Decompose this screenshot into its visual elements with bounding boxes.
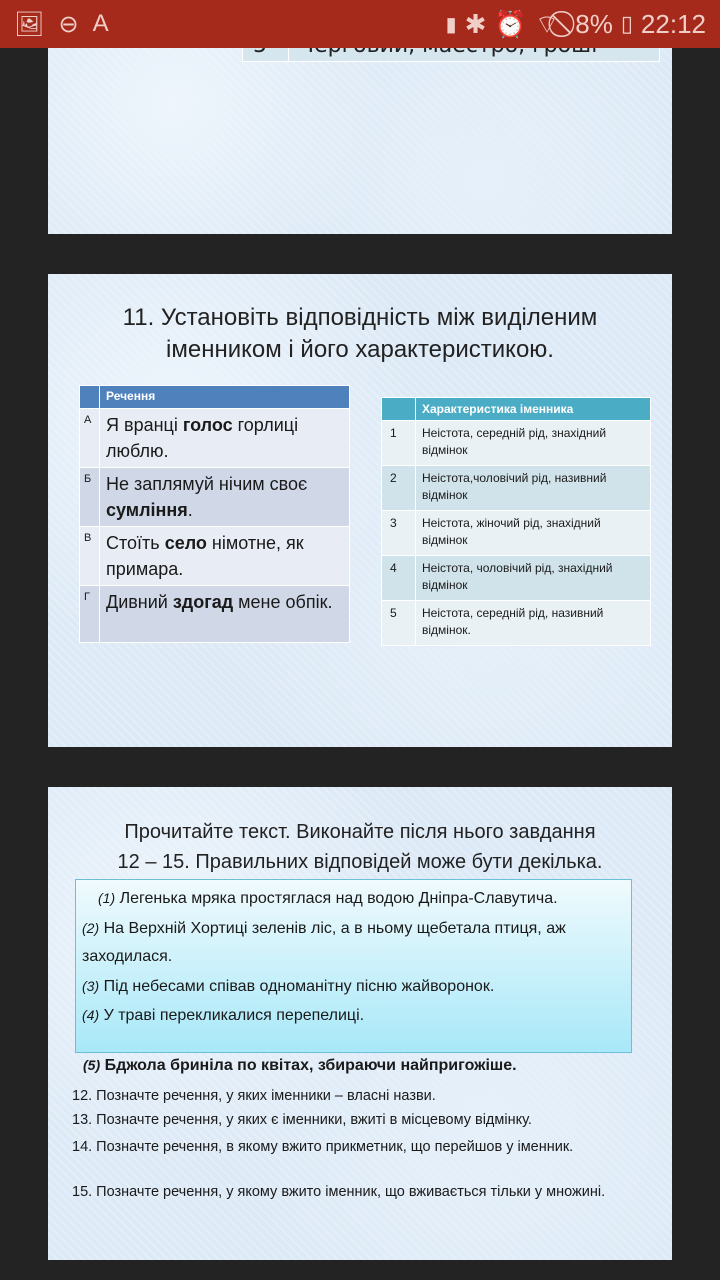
slide-task-12-15 xyxy=(48,787,672,1260)
text-box xyxy=(75,879,632,1053)
table-row: В Стоїть село німотне, як примара. xyxy=(80,527,350,586)
table-row: 1 Неістота, середній рід, знахідний відмінок xyxy=(382,421,651,466)
sentence-1: (1) Легенька мряка простяглася над водою Дніпра-Славутича. xyxy=(98,890,558,907)
question-14: 14. Позначте речення, в якому вжито прикметник, що перейшов у іменник. xyxy=(72,1139,574,1155)
table-row: 2 Неістота,чоловічий рід, називний відмінок xyxy=(382,466,651,511)
image-icon: 🖼 xyxy=(14,10,45,38)
slide-title: Прочитайте текст. Виконайте після нього завдання 12 – 15. Правильних відповідей може бути декілька. xyxy=(117,821,603,873)
characteristics-table: Характеристика іменника 1 Неістота, середній рід, знахідний відмінок 2 Неістота,чоловічий рід, називний відмінок 3 Неістота, жіночий рід, знахідний відмінок 4 Неістота, чоловічий рід, знахідний відмінок 5 Неістота, середній рід, називний відмінок. xyxy=(381,397,651,646)
question-15: 15. Позначте речення, у якому вжито іменник, що вживається тільки у множині. xyxy=(72,1184,606,1200)
question-13: 13. Позначте речення, у яких є іменники, вжиті в місцевому відмінку. xyxy=(72,1112,532,1128)
clock: 22:12 xyxy=(640,8,706,39)
alarm-icon: ⏰ xyxy=(494,8,527,39)
battery-percent: 8% xyxy=(575,8,613,39)
question-12: 12. Позначте речення, у яких іменники – власні назви. xyxy=(72,1088,436,1104)
battery-saver-icon: ▮ xyxy=(445,13,457,36)
sentence-4: (4) У траві перекликалися перепелиці. xyxy=(82,1007,365,1024)
table-row: Г Дивний здогад мене обпік. xyxy=(80,586,350,643)
sentences-table: Речення А Я вранці голос горлиці люблю. Б Не заплямуй нічим своє сумління. В Стоїть село німотне, як примара. Г Дивний здогад мене обпік. xyxy=(79,385,350,643)
table-row: 4 Неістота, чоловічий рід, знахідний відмінок xyxy=(382,556,651,601)
status-bar xyxy=(0,0,720,48)
sentence-3: (3) Під небесами співав одноманітну пісню жайворонок. xyxy=(82,977,495,995)
slide-task-11 xyxy=(48,274,672,747)
font-icon: A xyxy=(92,10,109,37)
slide-previous xyxy=(48,48,672,234)
wifi-icon: ⌔ xyxy=(534,8,560,39)
slide-title: 11. Установіть відповідність між виділеним іменником і його характеристикою. xyxy=(122,304,598,363)
table-row: А Я вранці голос горлиці люблю. xyxy=(80,409,350,468)
battery-icon: ▯ xyxy=(620,11,633,36)
table-row: 3 Неістота, жіночий рід, знахідний відмінок xyxy=(382,511,651,556)
table-row: 5 Неістота, середній рід, називний відмінок. xyxy=(382,601,651,646)
dnd-icon: ⊖ xyxy=(58,10,79,38)
table-row: Б Не заплямуй нічим своє сумління. xyxy=(80,468,350,527)
bluetooth-icon: ✱ xyxy=(464,8,487,39)
sentence-2: (2) На Верхній Хортиці зеленів ліс, а в ньому щебетала птиця, аж заходилася. xyxy=(82,919,566,965)
sentence-5: (5) Бджола бриніла по квітах, збираючи найпригожіше. xyxy=(83,1057,517,1074)
